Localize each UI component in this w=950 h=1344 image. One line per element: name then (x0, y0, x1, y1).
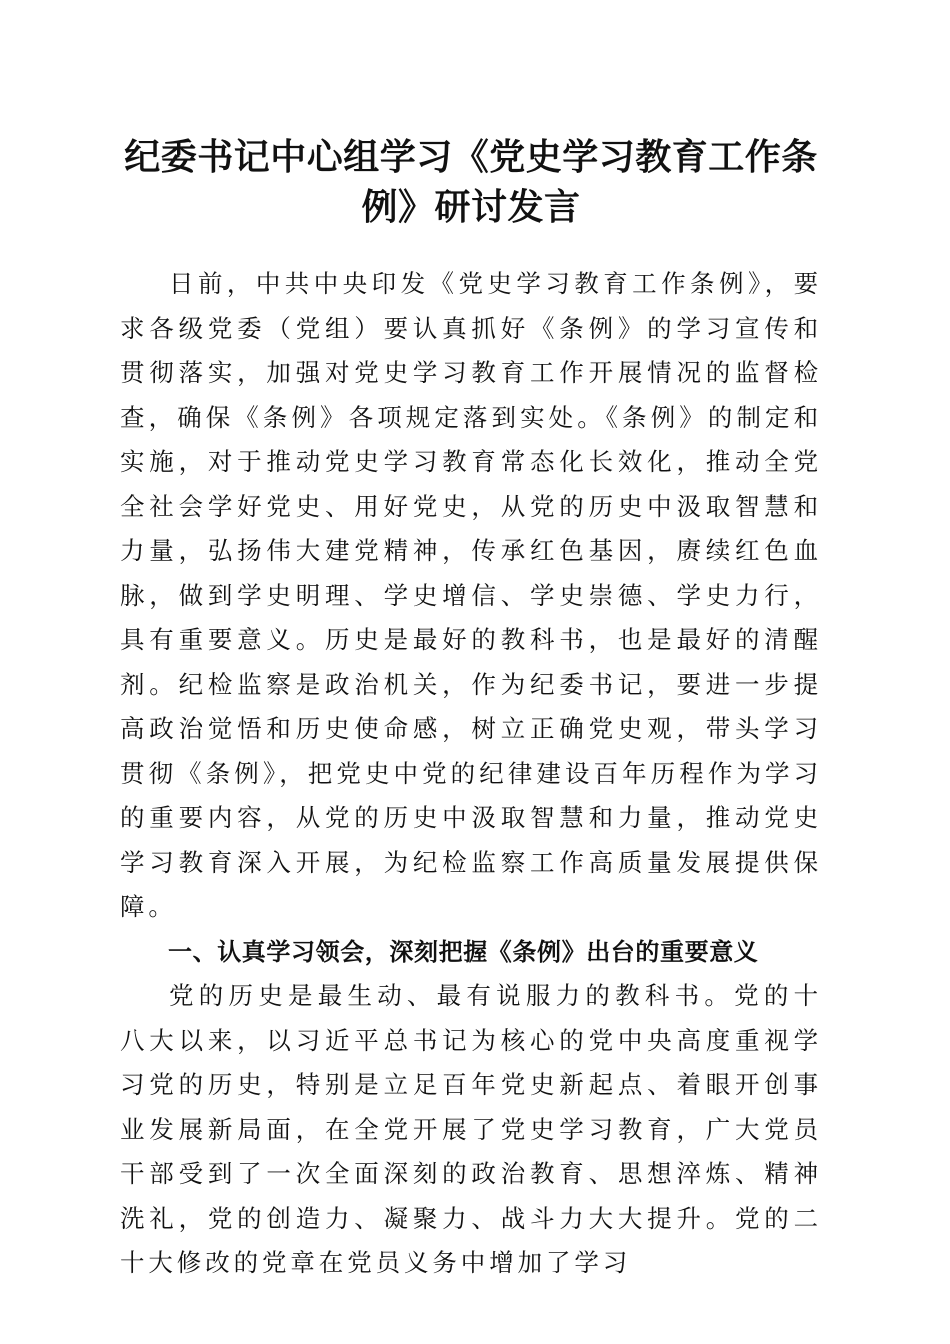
intro-paragraph: 日前，中共中央印发《党史学习教育工作条例》，要求各级党委（党组）要认真抓好《条例》的学习宣传和贯彻落实，加强对党史学习教育工作开展情况的监督检查，确保《条例》各项规定落到实处。《条例》的制定和实施，对于推动党史学习教育常态化长效化，推动全党全社会学好党史、用好党史，从党的历史中汲取智慧和力量，弘扬伟大建党精神，传承红色基因，赓续红色血脉，做到学史明理、学史增信、学史崇德、学史力行，具有重要意义。历史是最好的教科书，也是最好的清醒剂。纪检监察是政治机关，作为纪委书记，要进一步提高政治觉悟和历史使命感，树立正确党史观，带头学习贯彻《条例》，把党史中党的纪律建设百年历程作为学习的重要内容，从党的历史中汲取智慧和力量，推动党史学习教育深入开展，为纪检监察工作高质量发展提供保障。 (120, 269, 822, 921)
document-body (120, 262, 822, 1286)
section-paragraph: 党的历史是最生动、最有说服力的教科书。党的十八大以来，以习近平总书记为核心的党中央高度重视学习党的历史，特别是立足百年党史新起点、着眼开创事业发展新局面，在全党开展了党史学习教育，广大党员干部受到了一次全面深刻的政治教育、思想淬炼、精神洗礼，党的创造力、凝聚力、战斗力大大提升。党的二十大修改的党章在党员义务中增加了学习 (120, 981, 822, 1277)
document-title: 纪委书记中心组学习《党史学习教育工作条例》研讨发言 (124, 136, 818, 228)
section-heading: 一、认真学习领会，深刻把握《条例》出台的重要意义 (168, 937, 759, 966)
